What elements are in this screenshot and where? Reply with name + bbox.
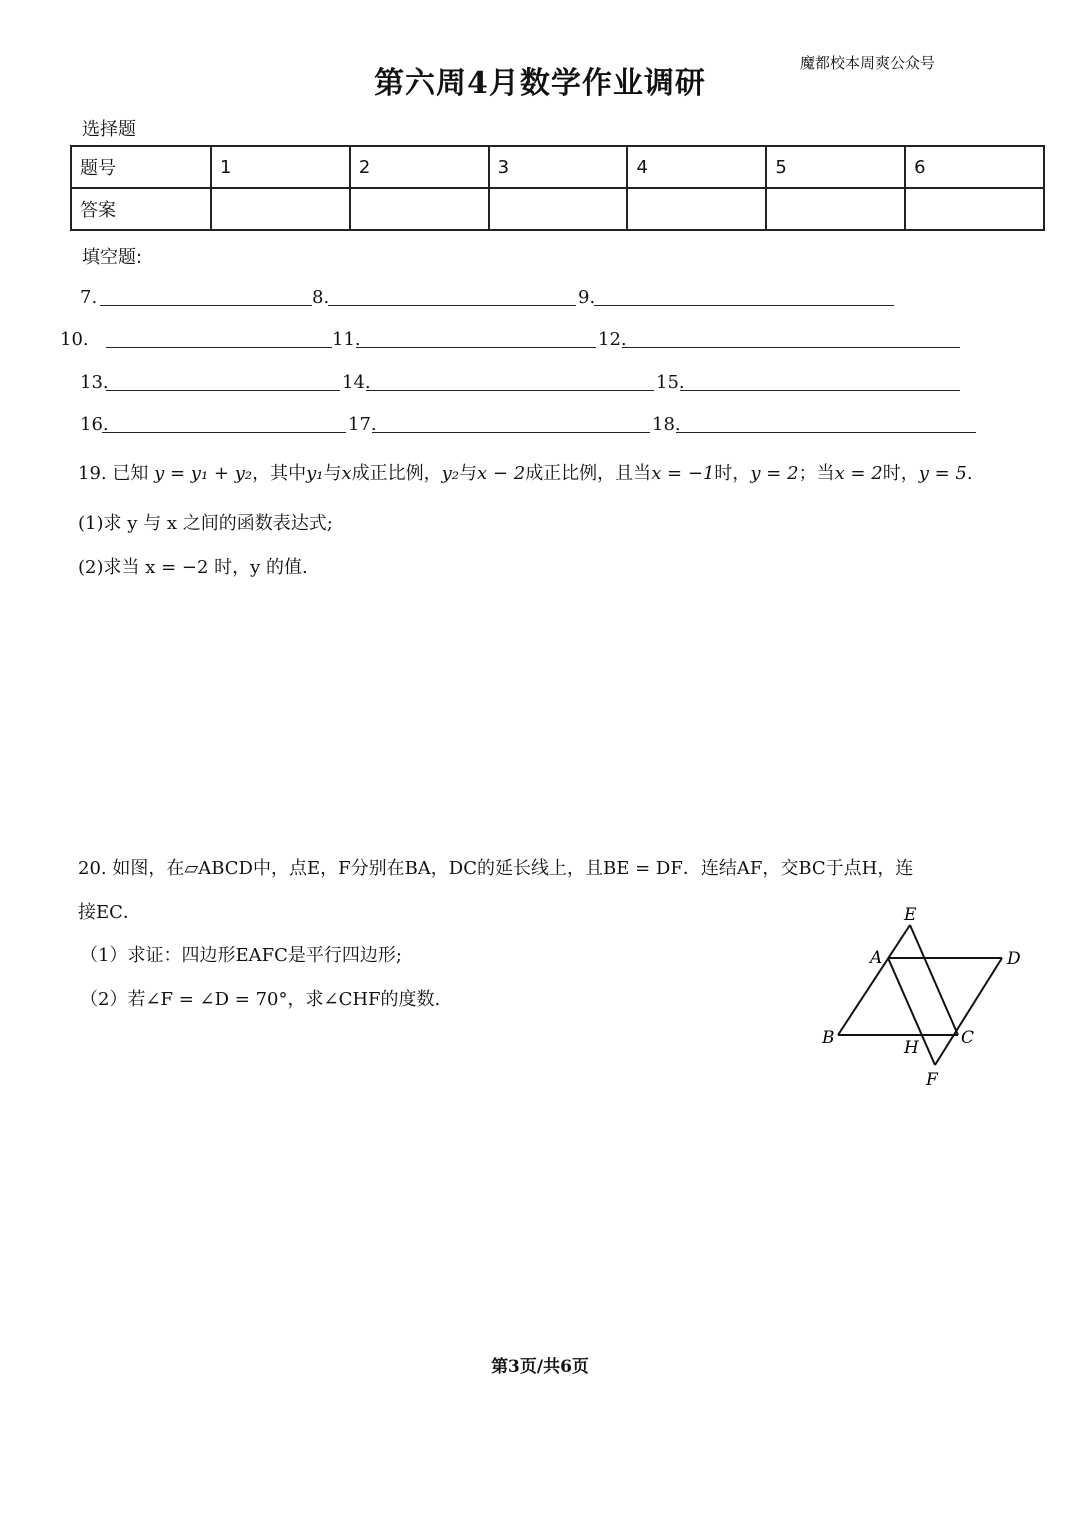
math-symbol: y₁	[306, 463, 324, 484]
table-head-number: 题号	[71, 146, 211, 188]
segment-DF	[935, 958, 1002, 1065]
table-cell-number: 6	[905, 146, 1044, 188]
label-H: H	[904, 1038, 919, 1058]
blank-number: 15.	[656, 372, 685, 393]
parallelogram-figure	[810, 895, 1050, 1095]
math-result: y = 2	[750, 463, 799, 484]
answer-cell[interactable]	[905, 188, 1044, 230]
question-number: 19.	[78, 463, 107, 484]
table-cell-number: 5	[766, 146, 905, 188]
blank-number: 17.	[348, 414, 377, 435]
question-19-part-2: (2)求当 x = −2 时，y 的值.	[78, 557, 308, 578]
blank-line-13[interactable]	[106, 390, 340, 391]
watermark-text: 魔都校本周爽公众号	[800, 54, 936, 72]
question-text: ，其中	[252, 463, 307, 484]
answer-cell[interactable]	[766, 188, 905, 230]
label-A: A	[870, 948, 883, 968]
answer-cell[interactable]	[627, 188, 766, 230]
label-B: B	[822, 1028, 835, 1048]
question-20-stem: 20. 如图，在▱ABCD中，点E，F分别在BA，DC的延长线上，且BE = DF．连结AF，交BC于点H，连	[78, 858, 914, 879]
question-20-stem-cont: 接EC．	[78, 902, 141, 923]
math-condition: x = −1	[651, 463, 715, 484]
question-text: 与	[323, 463, 342, 484]
blank-line-7[interactable]	[100, 305, 312, 306]
blank-line-9[interactable]	[594, 305, 894, 306]
math-symbol: x − 2	[477, 463, 526, 484]
table-cell-number: 1	[211, 146, 350, 188]
segment-EC	[910, 925, 958, 1035]
blank-number: 14.	[342, 372, 371, 393]
question-text: 时，	[714, 463, 751, 484]
math-formula: y = y₁ + y₂	[154, 463, 253, 484]
blank-line-14[interactable]	[366, 390, 654, 391]
blank-number: 18.	[652, 414, 681, 435]
math-result: y = 5	[918, 463, 967, 484]
math-condition: x = 2	[834, 463, 883, 484]
table-row-answers	[71, 188, 1044, 230]
question-text: .	[966, 463, 973, 484]
blank-number: 16.	[80, 414, 109, 435]
math-symbol: y₂	[441, 463, 460, 484]
blank-number: 12.	[598, 329, 627, 350]
answer-table	[70, 145, 1045, 231]
table-head-answer: 答案	[71, 188, 211, 230]
question-text: 已知	[112, 463, 149, 484]
blank-number: 13.	[80, 372, 109, 393]
label-E: E	[904, 905, 917, 925]
blank-line-17[interactable]	[372, 432, 650, 433]
page-title: 第六周4月数学作业调研	[374, 66, 706, 101]
label-D: D	[1007, 949, 1021, 969]
segment-BE	[838, 925, 910, 1035]
label-F: F	[926, 1070, 938, 1090]
question-20-part-1: （1）求证：四边形EAFC是平行四边形;	[80, 945, 402, 966]
label-C: C	[961, 1028, 975, 1048]
answer-cell[interactable]	[350, 188, 489, 230]
table-row-numbers	[71, 146, 1044, 188]
question-text: 时，	[882, 463, 919, 484]
question-19-part-1: (1)求 y 与 x 之间的函数表达式;	[78, 513, 333, 534]
blank-line-10[interactable]	[106, 347, 332, 348]
question-text: 与	[459, 463, 478, 484]
blank-line-15[interactable]	[680, 390, 960, 391]
blank-number: 11.	[332, 329, 361, 350]
blank-number: 8.	[312, 287, 330, 308]
math-symbol: x	[341, 463, 352, 484]
question-text: 成正比例，	[351, 463, 442, 484]
question-text: 成正比例，且当	[525, 463, 652, 484]
blank-number: 7.	[80, 287, 98, 308]
question-text: ；当	[798, 463, 835, 484]
answer-cell[interactable]	[211, 188, 350, 230]
blank-number: 9.	[578, 287, 596, 308]
table-cell-number: 4	[627, 146, 766, 188]
blank-number: 10.	[60, 329, 89, 350]
table-cell-number: 3	[489, 146, 628, 188]
blank-line-16[interactable]	[102, 432, 346, 433]
table-cell-number: 2	[350, 146, 489, 188]
fill-section-label: 填空题:	[82, 247, 143, 268]
blank-line-11[interactable]	[356, 347, 596, 348]
blank-line-12[interactable]	[622, 347, 960, 348]
page-footer: 第3页/共6页	[491, 1357, 589, 1377]
answer-cell[interactable]	[489, 188, 628, 230]
blank-line-18[interactable]	[676, 432, 976, 433]
question-20-part-2: （2）若∠F = ∠D = 70°，求∠CHF的度数.	[80, 989, 441, 1010]
choice-section-label: 选择题	[82, 119, 136, 140]
blank-line-8[interactable]	[328, 305, 576, 306]
question-19-stem	[78, 460, 973, 488]
